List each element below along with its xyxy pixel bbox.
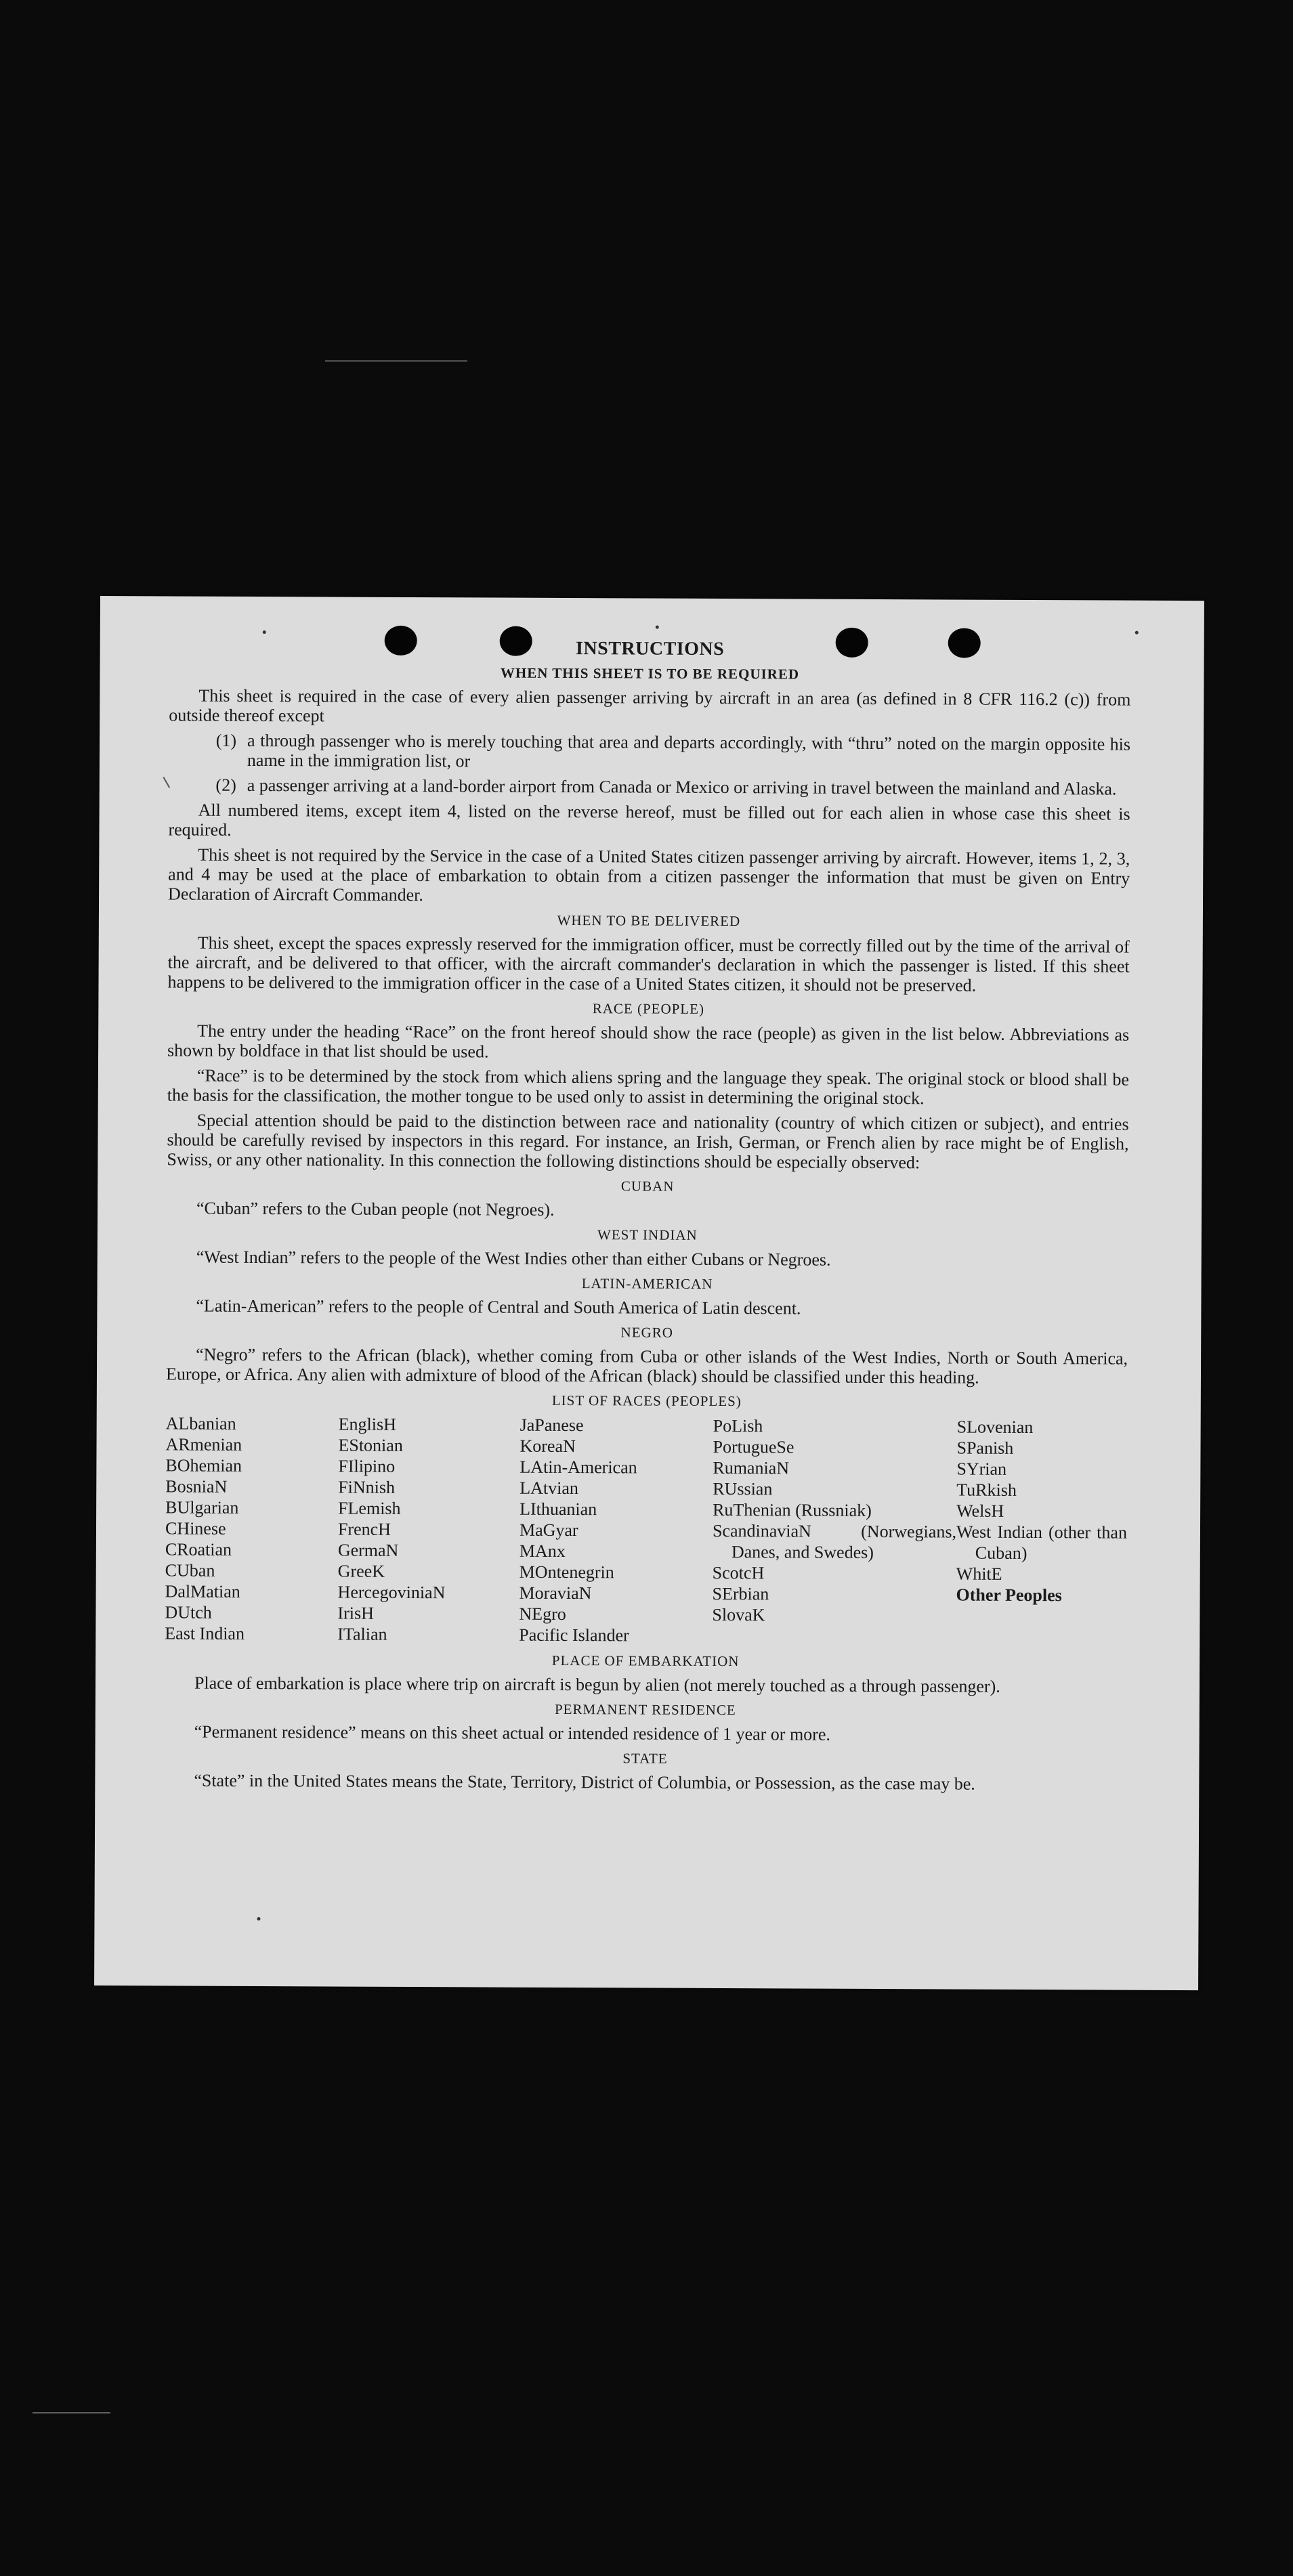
race-entry: GermaN <box>337 1540 399 1560</box>
race-entry: SYrian <box>956 1459 1007 1479</box>
race-entry: EStonian <box>338 1435 403 1455</box>
item-number: (1) <box>215 730 237 750</box>
races-column <box>337 1414 520 1646</box>
paper-speck <box>1135 631 1139 635</box>
races-column <box>519 1415 713 1646</box>
document-title: INSTRUCTIONS <box>576 638 725 660</box>
race-entry: JaPanese <box>520 1415 584 1436</box>
paragraph: “Race” is to be determined by the stock from which aliens spring and the language they speak. The original stock or blood shall be the basis for the classification, the mother tongue to be used only to assist in determining the original stock. <box>167 1065 1129 1109</box>
race-entry: LAtin-American <box>520 1457 637 1478</box>
race-entry: WhitE <box>956 1564 1002 1584</box>
race-entry: SErbian <box>712 1583 769 1604</box>
race-entry: PortugueSe <box>713 1436 794 1457</box>
race-entry: MoraviaN <box>519 1583 592 1604</box>
races-column <box>165 1413 338 1644</box>
race-entry: MAnx <box>519 1541 566 1562</box>
race-entry: PoLish <box>713 1415 763 1436</box>
paragraph: “State” in the United States means the State, Territory, District of Columbia, or Possession, as the case may be. <box>194 1770 975 1794</box>
list-item <box>169 775 1130 798</box>
race-entry: TuRkish <box>956 1480 1017 1500</box>
section-heading-races-list: LIST OF RACES (PEOPLES) <box>551 1392 742 1410</box>
paragraph: All numbered items, except item 4, listed on the reverse hereof, must be filled out for each alien in whose case this sheet is required. <box>168 800 1130 840</box>
section-heading-cuban: CUBAN <box>620 1178 675 1195</box>
race-entry: NEgro <box>519 1604 566 1625</box>
section-heading-negro: NEGRO <box>620 1324 673 1341</box>
race-entry: SPanish <box>956 1438 1014 1458</box>
race-entry: RUssian <box>713 1478 773 1499</box>
paragraph: This sheet, except the spaces expressly reserved for the immigration officer, must be correctly filled out by the time of the arrival of the aircraft, and be delivered to that officer, with the aircraft commander's declaration in which the passenger is listed. If this sheet happens to be delivered to the immigration officer in the case of a United States citizen, it should not be preserved. <box>167 932 1130 995</box>
race-entry: ScotcH <box>712 1562 765 1583</box>
race-entry: SLovenian <box>956 1417 1034 1438</box>
race-entry: LAtvian <box>520 1478 578 1499</box>
race-entry: FiNnish <box>338 1477 396 1497</box>
paper-speck <box>263 630 266 634</box>
race-entry: MaGyar <box>519 1520 578 1541</box>
race-entry: ITalian <box>337 1624 387 1644</box>
race-entry: WelsH <box>956 1501 1004 1521</box>
item-text: a passenger arriving at a land-border airport from Canada or Mexico or arriving in travel between the mainland and Alaska. <box>247 775 1117 799</box>
item-text: a through passenger who is merely touching that area and departs accordingly, with “thru” noted on the margin opposite his name in the immigration list, or <box>247 730 1131 771</box>
races-column <box>712 1415 956 1648</box>
race-entry: HercegoviniaN <box>337 1582 446 1603</box>
race-entry: CUban <box>165 1560 215 1581</box>
race-entry: DUtch <box>165 1602 212 1623</box>
section-heading-latin-american: LATIN-AMERICAN <box>581 1275 713 1292</box>
section-heading-race: RACE (PEOPLE) <box>592 1000 705 1017</box>
paragraph: “Permanent residence” means on this sheet actual or intended residence of 1 year or more. <box>194 1721 830 1744</box>
scan-artifact-line <box>325 360 467 362</box>
races-list <box>165 1413 1127 1648</box>
race-entry: ALbanian <box>165 1413 236 1434</box>
race-entry: LIthuanian <box>520 1499 597 1520</box>
race-entry: RumaniaN <box>713 1457 790 1478</box>
paper-speck <box>257 1917 260 1920</box>
race-entry: BosniaN <box>165 1476 228 1497</box>
section-heading-west-indian: WEST INDIAN <box>597 1226 698 1243</box>
race-entry: BUlgarian <box>165 1497 239 1518</box>
paragraph: “Negro” refers to the African (black), whether coming from Cuba or other islands of the West Indies, North or South America, Europe, or Africa. Any alien with admixture of blood of the African (black) should be classified under this heading. <box>165 1344 1128 1388</box>
paragraph: “West Indian” refers to the people of the West Indies other than either Cubans or Negroes. <box>196 1247 831 1270</box>
race-entry: GreeK <box>337 1561 385 1581</box>
race-entry: Pacific Islander <box>519 1625 629 1646</box>
race-entry: RuThenian (Russniak) <box>713 1499 872 1520</box>
section-heading-residence: PERMANENT RESIDENCE <box>554 1700 736 1719</box>
race-entry: BOhemian <box>165 1455 242 1476</box>
section-heading-state: STATE <box>622 1750 668 1767</box>
race-entry: SlovaK <box>712 1604 765 1625</box>
race-entry: West Indian (other than Cuban) <box>956 1522 1128 1563</box>
race-entry: East Indian <box>165 1623 245 1644</box>
race-entry: KoreaN <box>520 1436 576 1457</box>
race-entry: Other Peoples <box>956 1585 1062 1606</box>
paragraph: Place of embarkation is place where trip on aircraft is begun by alien (not merely touched as a through passenger). <box>194 1673 1000 1696</box>
paragraph: The entry under the heading “Race” on the front hereof should show the race (people) as given in the list below. Abbreviations as shown by boldface in that list should be used. <box>167 1021 1130 1062</box>
race-entry: ScandinaviaN (Norwegians, Danes, and Swedes) <box>712 1520 957 1562</box>
section-heading-delivered: WHEN TO BE DELIVERED <box>557 911 741 930</box>
section-heading-required: WHEN THIS SHEET IS TO BE REQUIRED <box>500 664 800 683</box>
race-entry: CHinese <box>165 1518 226 1539</box>
race-entry: CRoatian <box>165 1539 232 1560</box>
races-column <box>956 1417 1127 1648</box>
paragraph: This sheet is required in the case of every alien passenger arriving by aircraft in an area (as defined in 8 CFR 116.2 (c)) from outside thereof except <box>169 685 1131 726</box>
document-body <box>164 637 1130 1799</box>
race-entry: IrisH <box>337 1603 374 1623</box>
race-entry: MOntenegrin <box>519 1562 614 1583</box>
paragraph: “Cuban” refers to the Cuban people (not Negroes). <box>196 1198 555 1220</box>
paper-speck <box>656 626 659 629</box>
paragraph: “Latin-American” refers to the people of Central and South America of Latin descent. <box>196 1295 801 1318</box>
paragraph: Special attention should be paid to the distinction between race and nationality (country of which citizen or subject), and entries should be carefully revised by inspectors in this regard. For instance, an Irish, German, or French alien by race might be of English, Swiss, or any other nationality. In this connection the following distinctions should be especially observed: <box>167 1110 1129 1173</box>
scan-artifact-line <box>33 2412 110 2413</box>
race-entry: ARmenian <box>165 1434 242 1455</box>
race-entry: EnglisH <box>338 1414 396 1434</box>
list-item <box>169 730 1130 773</box>
instruction-sheet <box>94 596 1204 1990</box>
race-entry: FrencH <box>337 1519 391 1539</box>
paragraph: This sheet is not required by the Service in the case of a United States citizen passenger arriving by aircraft. However, items 1, 2, 3, and 4 may be used at the place of embarkation to obtain from a citizen passenger the information that must be given on Entry Declaration of Aircraft Commander. <box>168 844 1130 905</box>
race-entry: FLemish <box>338 1498 401 1518</box>
race-entry: DalMatian <box>165 1581 240 1602</box>
race-entry: FIlipino <box>338 1456 396 1476</box>
item-number: (2) <box>215 775 236 795</box>
section-heading-embarkation: PLACE OF EMBARKATION <box>551 1652 740 1670</box>
